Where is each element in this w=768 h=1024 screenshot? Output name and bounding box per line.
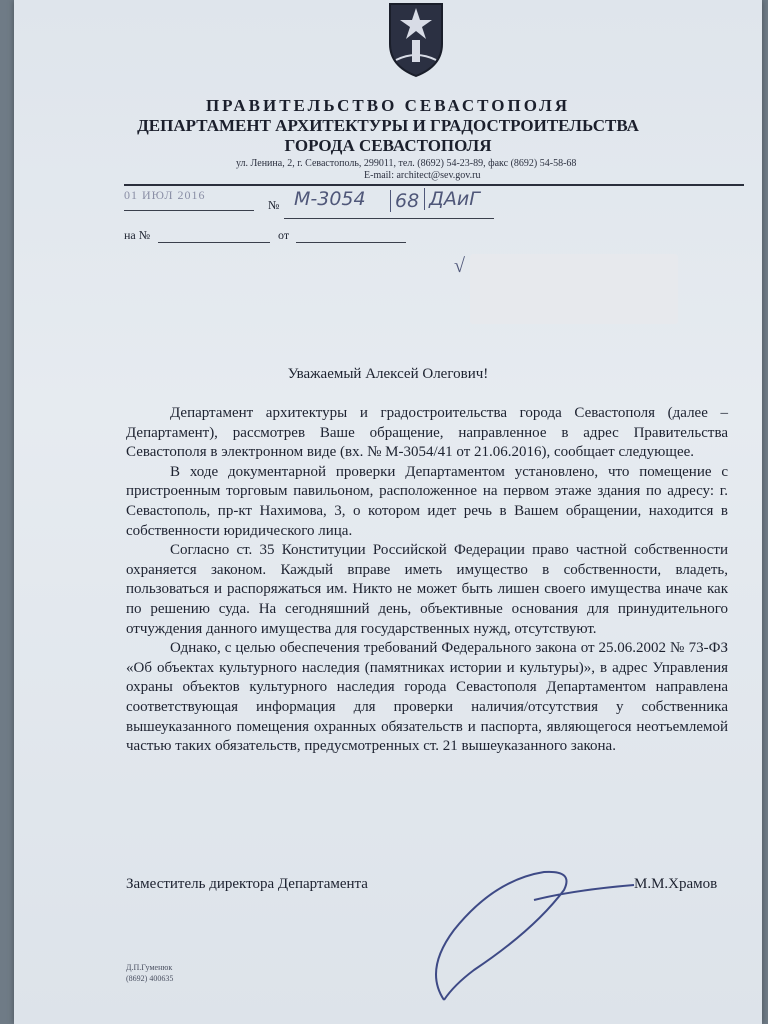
paragraph: Однако, с целью обеспечения требований Федерального закона от 25.06.2002 № 73-ФЗ «Об объектах культурного наследия (памятниках истории и культуры)», в адрес Управления охраны объектов культурного наследия города Севастополя Департаментом направлена соответствующая информация для проверки наличия/отсутствия у собственника вышеуказанного помещения охранных обязательств и паспорта, являющегося неотъемлемой частью таких обязательств, предусмотренных ст. 21 вышеуказанного закона. bbox=[126, 640, 728, 755]
handwritten-signature bbox=[414, 860, 654, 1010]
department-title: ДЕПАРТАМЕНТ АРХИТЕКТУРЫ И ГРАДОСТРОИТЕЛЬСТВА bbox=[137, 116, 639, 135]
signatory-name: М.М.Храмов bbox=[634, 876, 718, 892]
coat-of-arms-icon bbox=[384, 0, 448, 78]
department-email: E-mail: architect@sev.gov.ru bbox=[364, 170, 481, 181]
date-line bbox=[124, 210, 254, 211]
check-mark-icon: √ bbox=[454, 255, 465, 277]
incoming-number-label: на № bbox=[124, 228, 151, 242]
department-address: ул. Ленина, 2, г. Севастополь, 299011, тел. (8692) 54-23-89, факс (8692) 54-58-68 bbox=[236, 158, 577, 169]
paragraph: В ходе документарной проверки Департаментом установлено, что помещение с пристроенным торговым павильоном, расположенное на первом этаже здания по адресу: г. Севастополь, пр-кт Нахимова, 3, о котором идет речь в Вашем обращении, находится в собственности юридического лица. bbox=[126, 463, 728, 539]
incoming-registration-row bbox=[124, 228, 624, 252]
from-label: от bbox=[278, 228, 290, 242]
registration-date-stamp: 01 ИЮЛ 2016 bbox=[124, 188, 206, 202]
executor-phone: (8692) 400635 bbox=[126, 974, 174, 983]
signatory-position: Заместитель директора Департамента bbox=[126, 876, 368, 892]
number-line bbox=[284, 218, 494, 219]
handwritten-number-part: 68 bbox=[390, 190, 419, 212]
outgoing-registration-row bbox=[124, 188, 624, 220]
paragraph: Департамент архитектуры и градостроительства города Севастополя (далее – Департамент), рассмотрев Ваше обращение, направленное в адрес Правительства Севастополя в электронном виде (вх. № М-3054/41 от 21.06.2016), сообщает следующее. bbox=[126, 405, 728, 461]
greeting: Уважаемый Алексей Олегович! bbox=[287, 366, 489, 382]
letter-page bbox=[14, 0, 762, 1024]
executor-info bbox=[126, 962, 173, 984]
letter-body bbox=[126, 404, 728, 757]
incoming-number-line bbox=[158, 242, 270, 243]
executor-name: Д.П.Гуменюк bbox=[126, 963, 173, 972]
paragraph: Согласно ст. 35 Конституции Российской Федерации право частной собственности охраняется законом. Каждый вправе иметь имущество в собственности, владеть, пользоваться и распоряжаться им. Никто не может быть лишен своего имущества иначе как по решению суда. На сегодняшний день, объективные основания для принудительного отчуждения данного имущества для государственных нужд, отсутствуют. bbox=[126, 542, 728, 637]
redacted-recipient-block bbox=[470, 254, 678, 324]
handwritten-number: М-3054 bbox=[294, 188, 366, 210]
handwritten-department-code: ДАиГ bbox=[424, 188, 480, 210]
from-date-line bbox=[296, 242, 406, 243]
header-divider bbox=[124, 184, 744, 186]
number-label: № bbox=[268, 198, 280, 212]
government-title: ПРАВИТЕЛЬСТВО СЕВАСТОПОЛЯ bbox=[205, 96, 571, 115]
city-title: ГОРОДА СЕВАСТОПОЛЯ bbox=[284, 136, 492, 155]
